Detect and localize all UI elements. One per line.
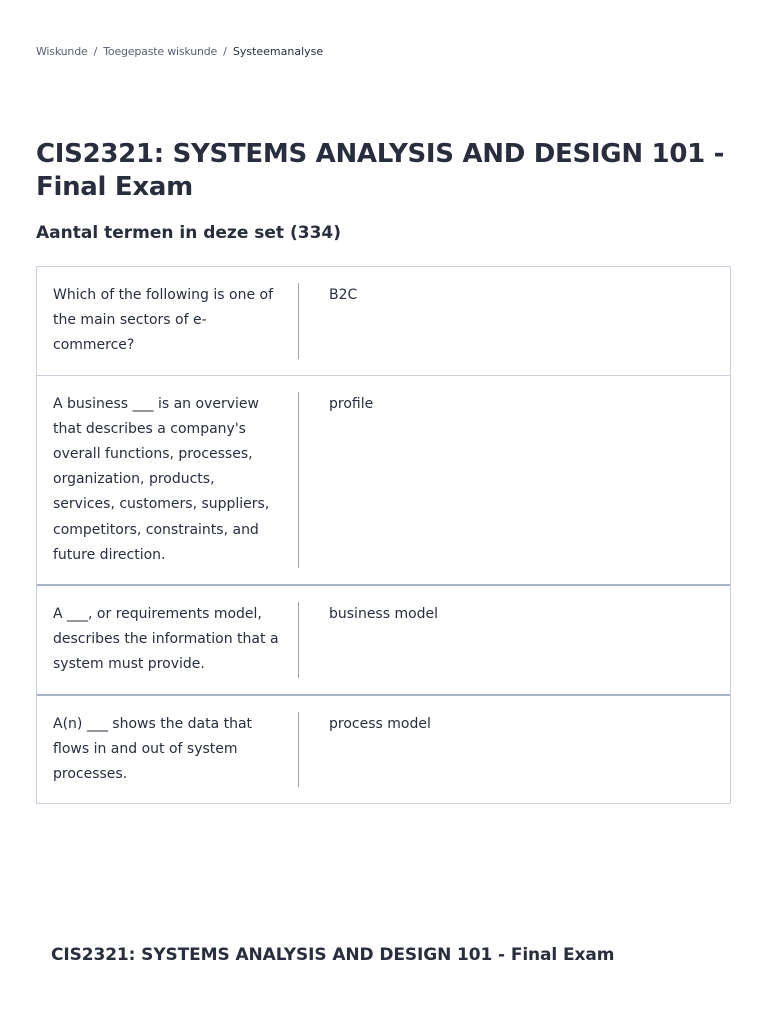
term-row bbox=[37, 696, 730, 804]
breadcrumb-separator: / bbox=[93, 45, 98, 58]
term-row bbox=[37, 267, 730, 376]
terms-count-label: Aantal termen in deze set bbox=[36, 223, 285, 243]
term-text: A business ___ is an overview that describes a company's overall functions, processes, organization, products, services, customers, suppliers, competitors, constraints, and future direction. bbox=[37, 392, 299, 568]
terms-table bbox=[36, 266, 731, 804]
definition-text: profile bbox=[329, 395, 374, 412]
term-text: Which of the following is one of the main sectors of e-commerce? bbox=[37, 283, 299, 359]
breadcrumb bbox=[36, 45, 323, 58]
term-text: A ___, or requirements model, describes the information that a system must provide. bbox=[37, 602, 299, 678]
breadcrumb-item-systeemanalyse[interactable]: Systeemanalyse bbox=[232, 45, 324, 58]
term-text: A(n) ___ shows the data that flows in and out of system processes. bbox=[37, 712, 299, 788]
term-row bbox=[37, 586, 730, 696]
definition-text: B2C bbox=[329, 287, 358, 303]
breadcrumb-item-toegepaste-wiskunde[interactable]: Toegepaste wiskunde bbox=[103, 45, 218, 58]
terms-count-heading bbox=[36, 222, 341, 244]
page-title: CIS2321: SYSTEMS ANALYSIS AND DESIGN 101 - Final Exam bbox=[36, 139, 725, 202]
terms-count-value: (334) bbox=[289, 223, 341, 243]
footer-title: CIS2321: SYSTEMS ANALYSIS AND DESIGN 101 - Final Exam bbox=[51, 945, 615, 965]
definition-text: business model bbox=[329, 606, 439, 623]
definition-text: process model bbox=[329, 715, 431, 732]
breadcrumb-item-wiskunde[interactable]: Wiskunde bbox=[36, 45, 88, 58]
term-row bbox=[37, 376, 730, 586]
breadcrumb-separator: / bbox=[223, 45, 227, 58]
